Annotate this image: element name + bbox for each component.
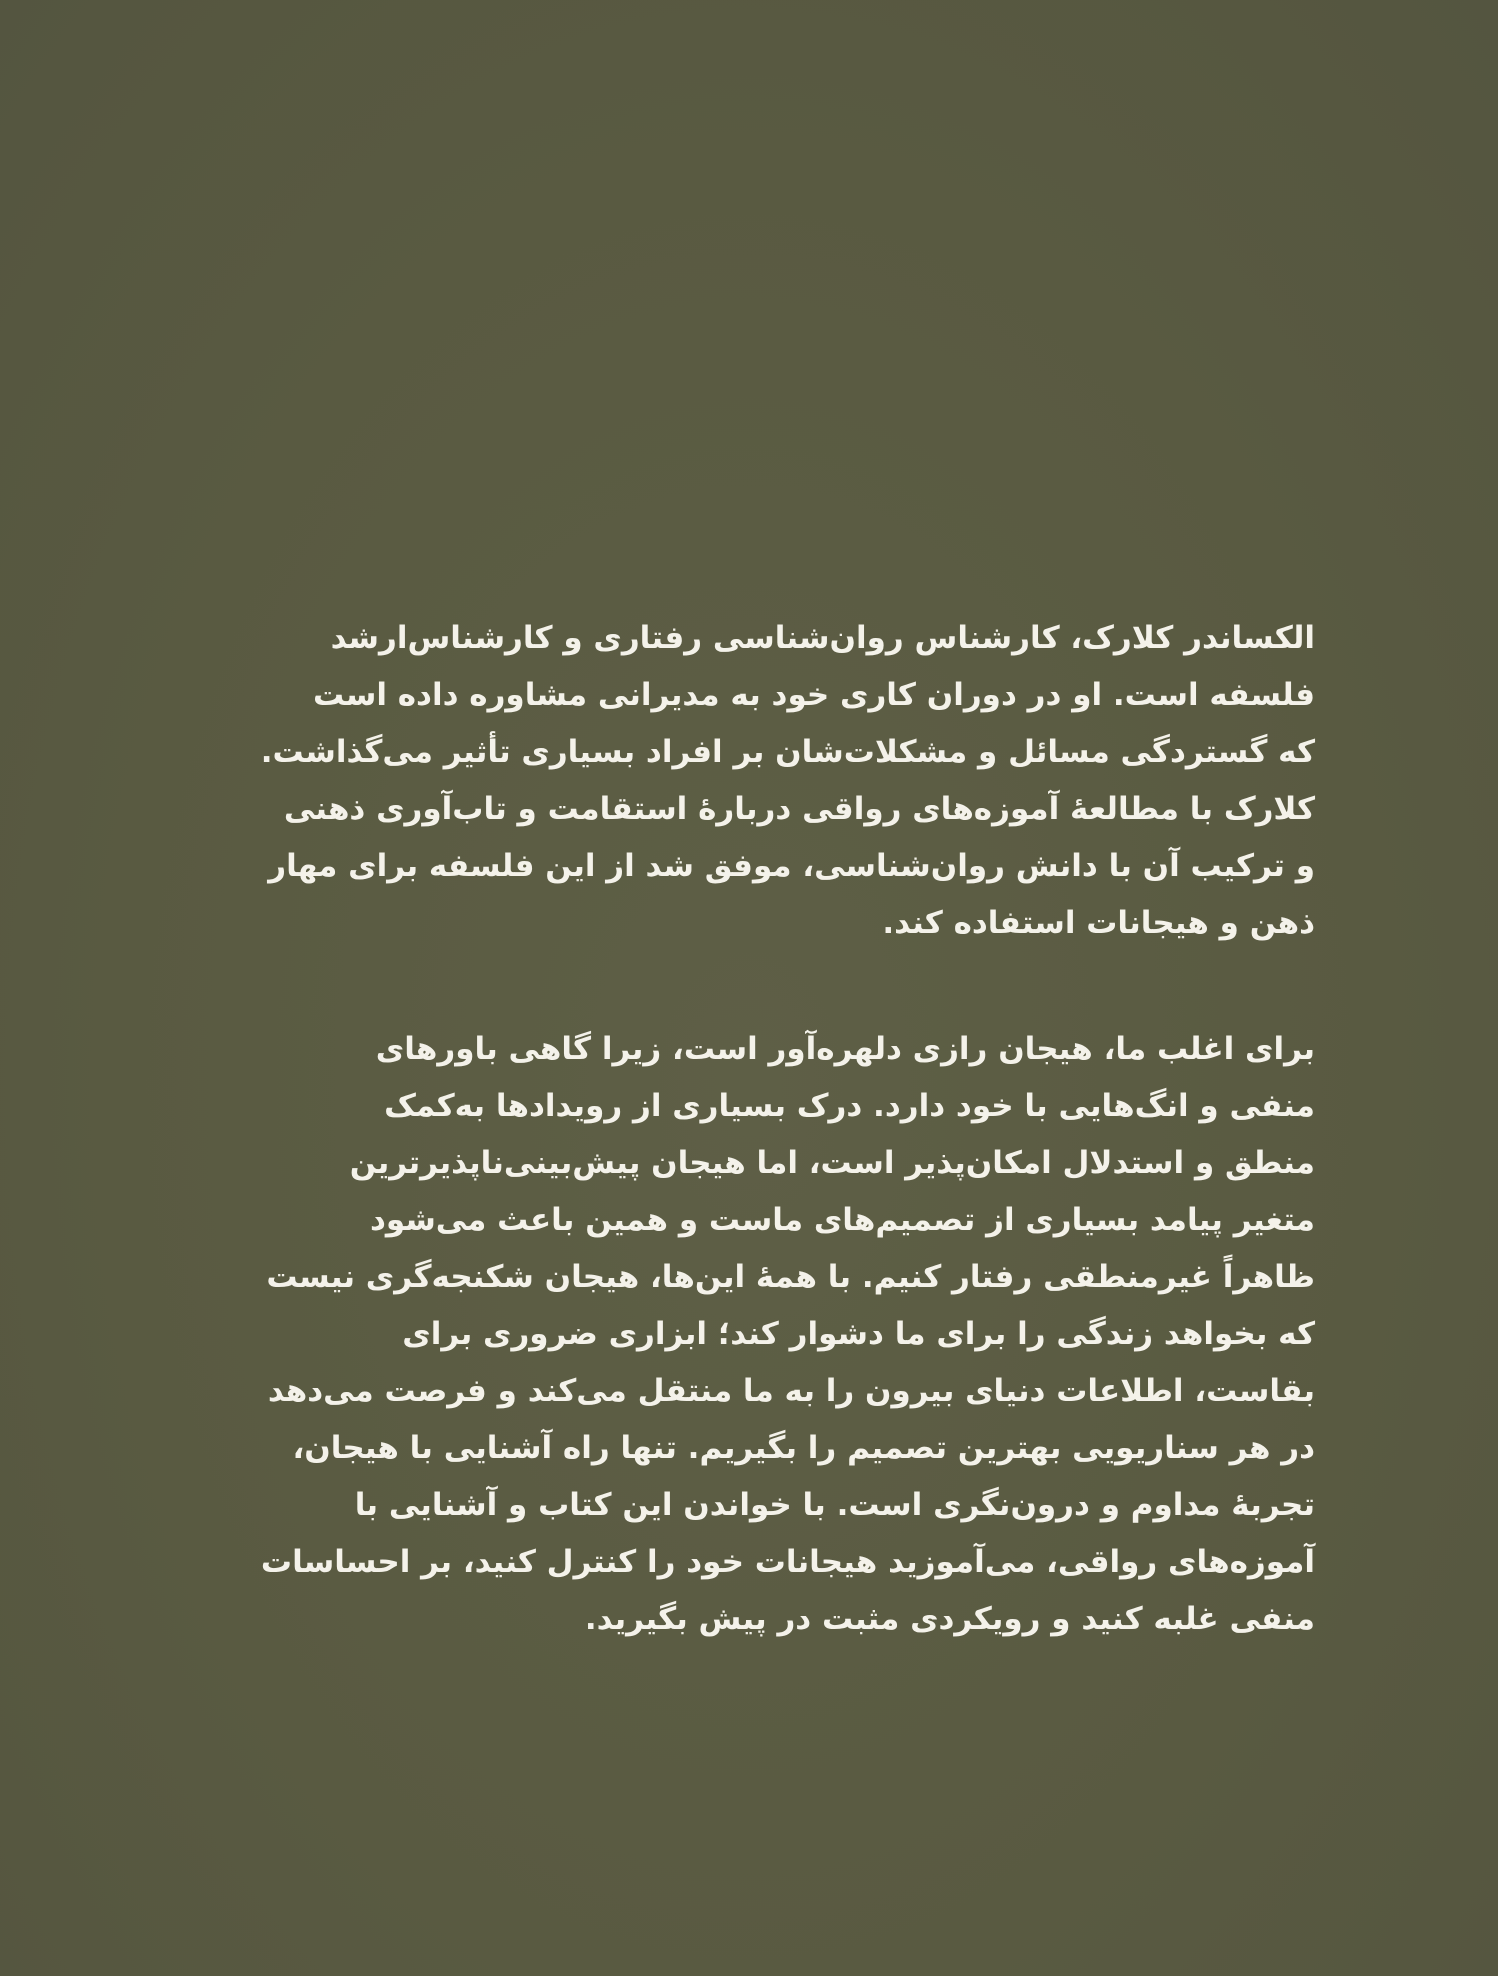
author-bio-paragraph [233, 610, 1315, 952]
text-line: کلارک با مطالعهٔ آموزه‌های رواقی دربارهٔ استقامت و تاب‌آوری ذهنی [283, 791, 1315, 827]
book-description-paragraph [233, 1021, 1315, 1648]
text-line: که بخواهد زندگی را برای ما دشوار کند؛ ابزاری ضروری برای [402, 1316, 1315, 1352]
text-line: و ترکیب آن با دانش روان‌شناسی، موفق شد از این فلسفه برای مهار [268, 848, 1315, 884]
text-line: ظاهراً غیرمنطقی رفتار کنیم. با همهٔ این‌ها، هیجان شکنجه‌گری نیست [266, 1259, 1315, 1295]
text-line: الکساندر کلارک، کارشناس روان‌شناسی رفتاری و کارشناس‌ارشد [330, 620, 1315, 656]
text-line: آموزه‌های رواقی، می‌آموزید هیجانات خود را کنترل کنید، بر احساسات [260, 1544, 1315, 1580]
text-line: ذهن و هیجانات استفاده کند. [882, 905, 1315, 941]
text-line: که گستردگی مسائل و مشکلات‌شان بر افراد بسیاری تأثیر می‌گذاشت. [260, 734, 1315, 770]
text-line: فلسفه است. او در دوران کاری خود به مدیرانی مشاوره داده است [313, 677, 1315, 713]
paragraph-spacer [233, 952, 1315, 1021]
text-line: بقاست، اطلاعات دنیای بیرون را به ما منتقل می‌کند و فرصت می‌دهد [267, 1373, 1315, 1409]
text-line: در هر سناریویی بهترین تصمیم را بگیریم. تنها راه آشنایی با هیجان، [292, 1430, 1315, 1466]
text-line: منطق و استدلال امکان‌پذیر است، اما هیجان پیش‌بینی‌ناپذیرترین [349, 1145, 1315, 1181]
text-line: تجربهٔ مداوم و درون‌نگری است. با خواندن این کتاب و آشنایی با [354, 1487, 1315, 1523]
text-line: منفی و انگ‌هایی با خود دارد. درک بسیاری از رویدادها به‌کمک [384, 1088, 1315, 1124]
text-line: برای اغلب ما، هیجان رازی دلهره‌آور است، زیرا گاهی باورهای [375, 1031, 1315, 1067]
text-line: منفی غلبه کنید و رویکردی مثبت در پیش بگیرید. [584, 1601, 1315, 1637]
back-cover-blurb [233, 610, 1315, 1648]
text-line: متغیر پیامد بسیاری از تصمیم‌های ماست و همین باعث می‌شود [369, 1202, 1315, 1238]
